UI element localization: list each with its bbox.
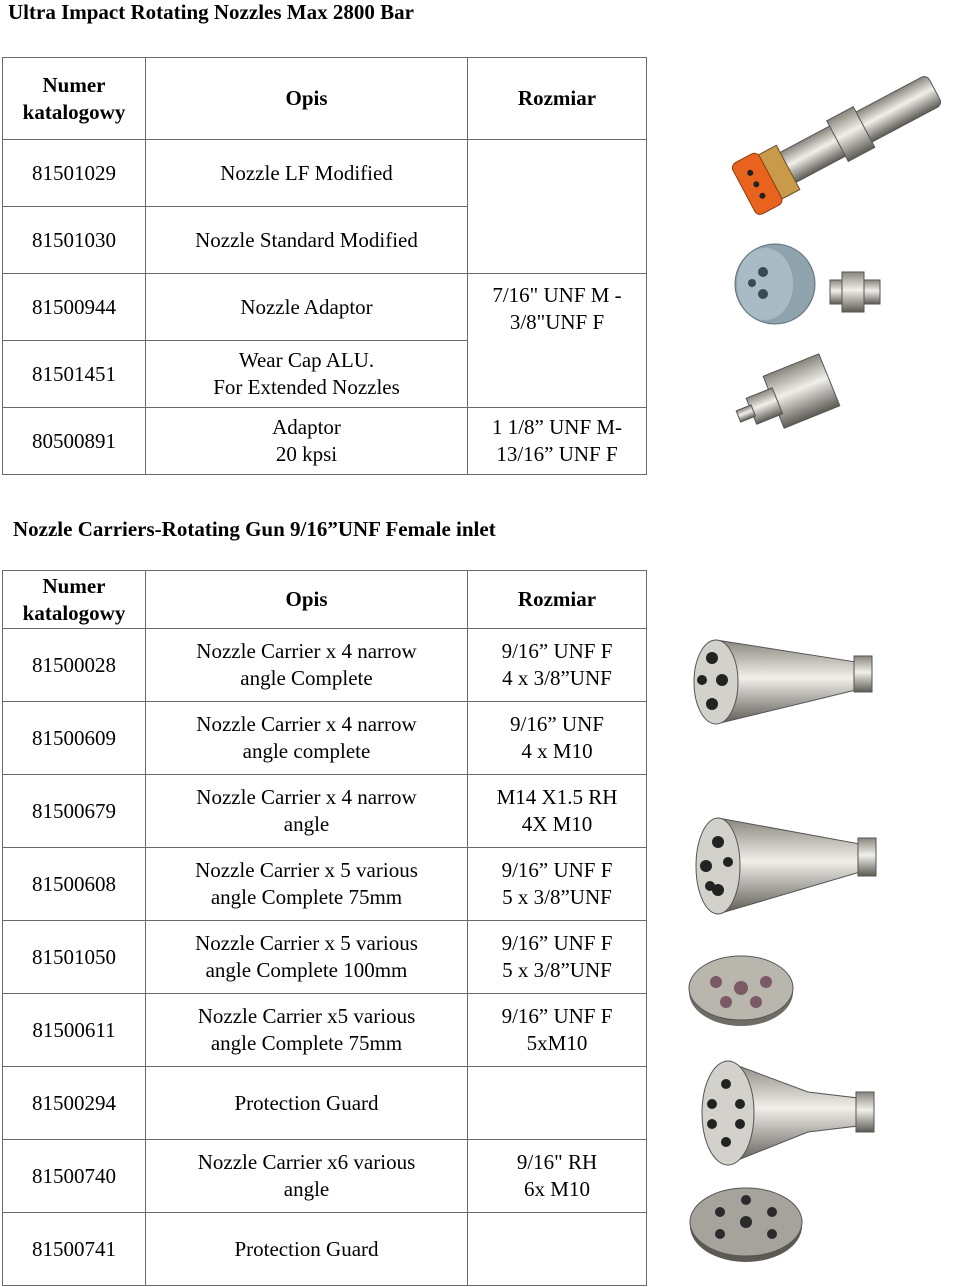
catalog-cell: 81501451: [3, 341, 146, 408]
protection-guard-6-photo: [686, 1182, 806, 1266]
header-size: Rozmiar: [468, 58, 647, 140]
nozzles-table: [2, 57, 647, 475]
table-row: [3, 1140, 647, 1213]
table-row: [3, 1067, 647, 1140]
table-row: [3, 702, 647, 775]
size-cell: [468, 140, 647, 274]
size-cell: 9/16” UNF F 4 x 3/8”UNF: [468, 629, 647, 702]
page-title: Ultra Impact Rotating Nozzles Max 2800 Bar: [8, 0, 414, 24]
table-row: [3, 629, 647, 702]
header-description: Opis: [146, 571, 468, 629]
catalog-cell: 81501050: [3, 921, 146, 994]
size-cell: M14 X1.5 RH 4X M10: [468, 775, 647, 848]
description-cell: Wear Cap ALU. For Extended Nozzles: [146, 341, 468, 408]
description-cell: Nozzle Carrier x5 various angle Complete 75mm: [146, 994, 468, 1067]
description-cell: Protection Guard: [146, 1067, 468, 1140]
header-description: Opis: [146, 58, 468, 140]
size-cell: [468, 1067, 647, 1140]
description-cell: Nozzle Carrier x 4 narrow angle complete: [146, 702, 468, 775]
size-cell: 1 1/8” UNF M- 13/16” UNF F: [468, 408, 647, 475]
size-cell: 9/16” UNF F 5 x 3/8”UNF: [468, 921, 647, 994]
description-cell: Nozzle Carrier x6 various angle: [146, 1140, 468, 1213]
description-cell: Nozzle Standard Modified: [146, 207, 468, 274]
catalog-cell: 81500679: [3, 775, 146, 848]
nozzle-carrier-4-photo: [686, 628, 882, 736]
table-row: [3, 775, 647, 848]
header-catalog: Numer katalogowy: [3, 58, 146, 140]
catalog-cell: 81500609: [3, 702, 146, 775]
description-cell: Nozzle Carrier x 5 various angle Complete 75mm: [146, 848, 468, 921]
description-cell: Nozzle Carrier x 5 various angle Complete 100mm: [146, 921, 468, 994]
size-cell: [468, 1213, 647, 1286]
catalog-cell: 81501030: [3, 207, 146, 274]
catalog-cell: 81500740: [3, 1140, 146, 1213]
nozzle-carrier-6-photo: [688, 1048, 884, 1178]
table-row: [3, 1213, 647, 1286]
description-cell: Protection Guard: [146, 1213, 468, 1286]
table-row: [3, 848, 647, 921]
nozzle-carriers-table: [2, 570, 647, 1286]
catalog-cell: 80500891: [3, 408, 146, 475]
description-cell: Adaptor 20 kpsi: [146, 408, 468, 475]
catalog-cell: 81500944: [3, 274, 146, 341]
description-cell: Nozzle LF Modified: [146, 140, 468, 207]
table-row: [3, 994, 647, 1067]
description-cell: Nozzle Carrier x 4 narrow angle Complete: [146, 629, 468, 702]
adaptor-20kpsi-photo: [730, 348, 850, 453]
size-cell: 9/16” UNF F 5 x 3/8”UNF: [468, 848, 647, 921]
section-title: Nozzle Carriers-Rotating Gun 9/16”UNF Female inlet: [13, 517, 496, 541]
catalog-cell: 81500028: [3, 629, 146, 702]
size-cell: 9/16” UNF 4 x M10: [468, 702, 647, 775]
header-size: Rozmiar: [468, 571, 647, 629]
size-cell: 7/16" UNF M - 3/8"UNF F: [468, 274, 647, 408]
size-cell: 9/16" RH 6x M10: [468, 1140, 647, 1213]
nozzle-carrier-5-photo: [688, 806, 884, 926]
catalog-cell: 81500294: [3, 1067, 146, 1140]
catalog-cell: 81500611: [3, 994, 146, 1067]
rotating-nozzle-orange-photo: [718, 62, 958, 224]
table-row: [3, 140, 647, 207]
table-row: [3, 921, 647, 994]
catalog-cell: 81501029: [3, 140, 146, 207]
description-cell: Nozzle Carrier x 4 narrow angle: [146, 775, 468, 848]
catalog-cell: 81500608: [3, 848, 146, 921]
description-cell: Nozzle Adaptor: [146, 274, 468, 341]
wear-cap-and-adaptor-photo: [730, 232, 890, 332]
catalog-cell: 81500741: [3, 1213, 146, 1286]
protection-guard-photo: [686, 952, 796, 1030]
table-row: [3, 408, 647, 475]
size-cell: 9/16” UNF F 5xM10: [468, 994, 647, 1067]
header-catalog: Numer katalogowy: [3, 571, 146, 629]
table-row: [3, 274, 647, 341]
